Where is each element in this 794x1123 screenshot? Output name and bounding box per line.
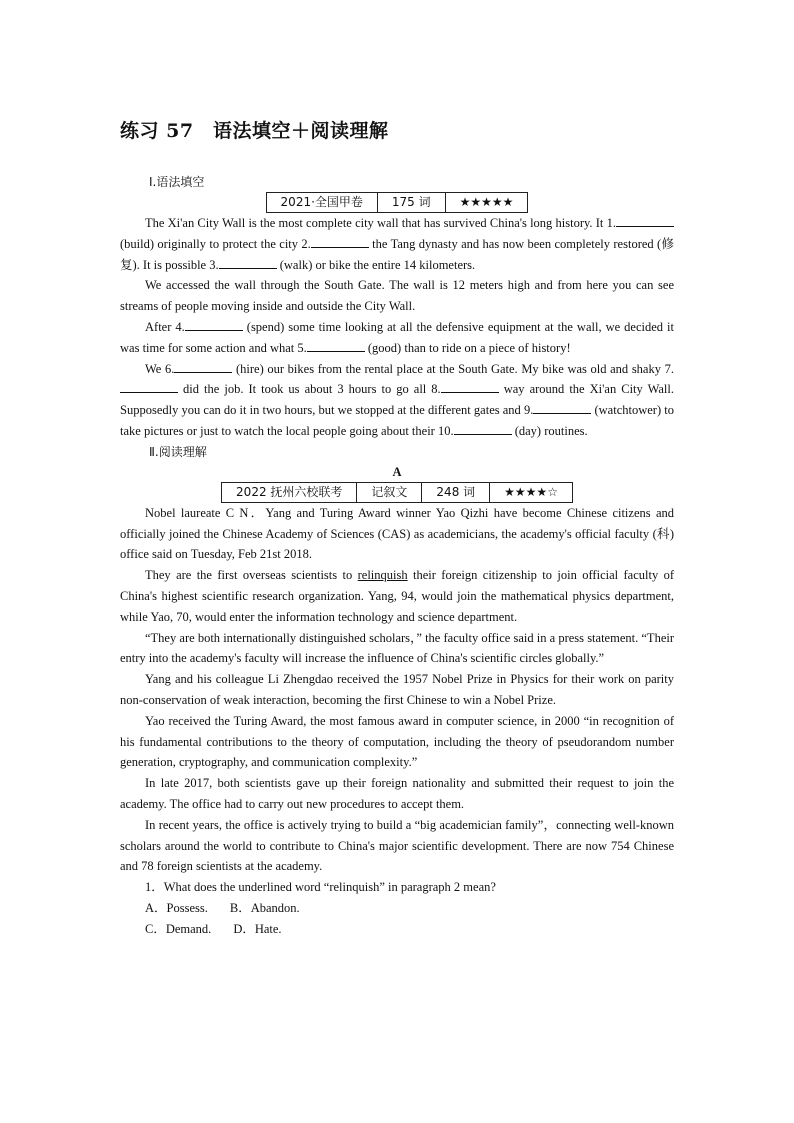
question-1-options-row-2 <box>120 919 674 940</box>
reading-paragraph-5: Yao received the Turing Award, the most famous award in computer science, in 2000 “in recognition of his fundamental contributions to the theory of computation, including the theory of pseudorandom number generation, cryptography, and communication complexity.” <box>120 713 674 770</box>
reading-paragraph-1: Nobel laureate C N．Yang and Turing Award winner Yao Qizhi have become Chinese citizens and officially joined the Chinese Academy of Sciences (CAS) as academicians, the academy's official faculty (科) office said on Tuesday, Feb 21st 2018. <box>120 505 674 562</box>
grammar-paragraph-3: After 4. (spend) some time looking at all the defensive equipment at the wall, we decided it was time for some action and what 5. (good) than to ride on a piece of history! <box>120 319 674 355</box>
grammar-paragraph-4: We 6. (hire) our bikes from the rental place at the South Gate. My bike was old and shaky 7. did the job. It took us about 3 hours to go all 8. way around the Xi'an City Wall. Supposedly you can do it in two hours, but we stopped at the different gates and 9. (watchtower) to take pictures or just to watch the local people going about their 10. (day) routines. <box>120 361 675 438</box>
info-table-reading <box>221 482 573 503</box>
blank-5[interactable] <box>307 339 365 352</box>
word-count-cell: 248 词 <box>422 482 490 502</box>
option-c[interactable]: C．Demand. <box>145 921 212 936</box>
blank-6[interactable] <box>174 360 232 373</box>
blank-10[interactable] <box>454 422 512 435</box>
blank-3[interactable] <box>219 256 277 269</box>
blank-9[interactable] <box>533 401 591 414</box>
difficulty-cell: ★★★★☆ <box>490 482 573 502</box>
document-page <box>120 118 674 940</box>
section-label-reading: Ⅱ.阅读理解 <box>149 444 207 459</box>
reading-paragraph-6: In late 2017, both scientists gave up their foreign nationality and submitted their request to join the academy. The office had to carry out new procedures to accept them. <box>120 776 674 811</box>
grammar-paragraph-2: We accessed the wall through the South Gate. The wall is 12 meters high and from here you can see streams of people moving inside and outside the City Wall. <box>120 278 674 314</box>
option-b[interactable]: B．Abandon. <box>229 900 300 915</box>
info-table-grammar <box>266 192 529 213</box>
blank-1[interactable] <box>616 214 674 227</box>
grammar-paragraph-1: The Xi'an City Wall is the most complete city wall that has survived China's long history. It 1. (build) originally to protect the city 2. the Tang dynasty and has now been completely restored (修复). It is possible 3. (walk) or bike the entire 14 kilometers. <box>120 216 674 272</box>
section-label-grammar: Ⅰ.语法填空 <box>149 175 205 189</box>
option-d[interactable]: D．Hate. <box>233 921 282 936</box>
difficulty-cell: ★★★★★ <box>445 193 528 213</box>
source-cell: 2022 抚州六校联考 <box>222 482 357 502</box>
source-cell: 2021·全国甲卷 <box>266 193 377 213</box>
reading-paragraph-7: In recent years, the office is actively trying to build a “big academician family”，connecting well-known scholars around the world to contribute to China's major scientific development. There are now 754 Chinese and 78 foreign scientists at the academy. <box>120 817 674 874</box>
underlined-word: relinquish <box>357 568 408 583</box>
passage-letter: A <box>392 464 402 479</box>
question-1-stem: 1．What does the underlined word “relinquish” in paragraph 2 mean? <box>145 880 496 895</box>
blank-4[interactable] <box>185 318 243 331</box>
reading-paragraph-3: “They are both internationally distinguished scholars，” the faculty office said in a press statement. “Their entry into the academy's faculty will increase the influence of China's scientific circles globally.” <box>120 630 674 666</box>
genre-cell: 记叙文 <box>357 482 422 502</box>
reading-paragraph-2: They are the first overseas scientists to relinquish their foreign citizenship to join official faculty of China's highest scientific research organization. Yang, 94, would join the mathematical physics department, while Yao, 70, would enter the information technology and science department. <box>120 568 674 624</box>
page-title: 练习 57 语法填空＋阅读理解 <box>120 120 389 142</box>
word-count-cell: 175 词 <box>377 193 445 213</box>
blank-2[interactable] <box>311 235 369 248</box>
blank-7[interactable] <box>120 380 178 393</box>
question-1-options-row-1 <box>120 898 674 919</box>
blank-8[interactable] <box>441 380 499 393</box>
reading-paragraph-4: Yang and his colleague Li Zhengdao received the 1957 Nobel Prize in Physics for their work on parity non-conservation of weak interaction, becoming the first Chinese to win a Nobel Prize. <box>120 672 674 707</box>
option-a[interactable]: A．Possess. <box>145 900 208 915</box>
